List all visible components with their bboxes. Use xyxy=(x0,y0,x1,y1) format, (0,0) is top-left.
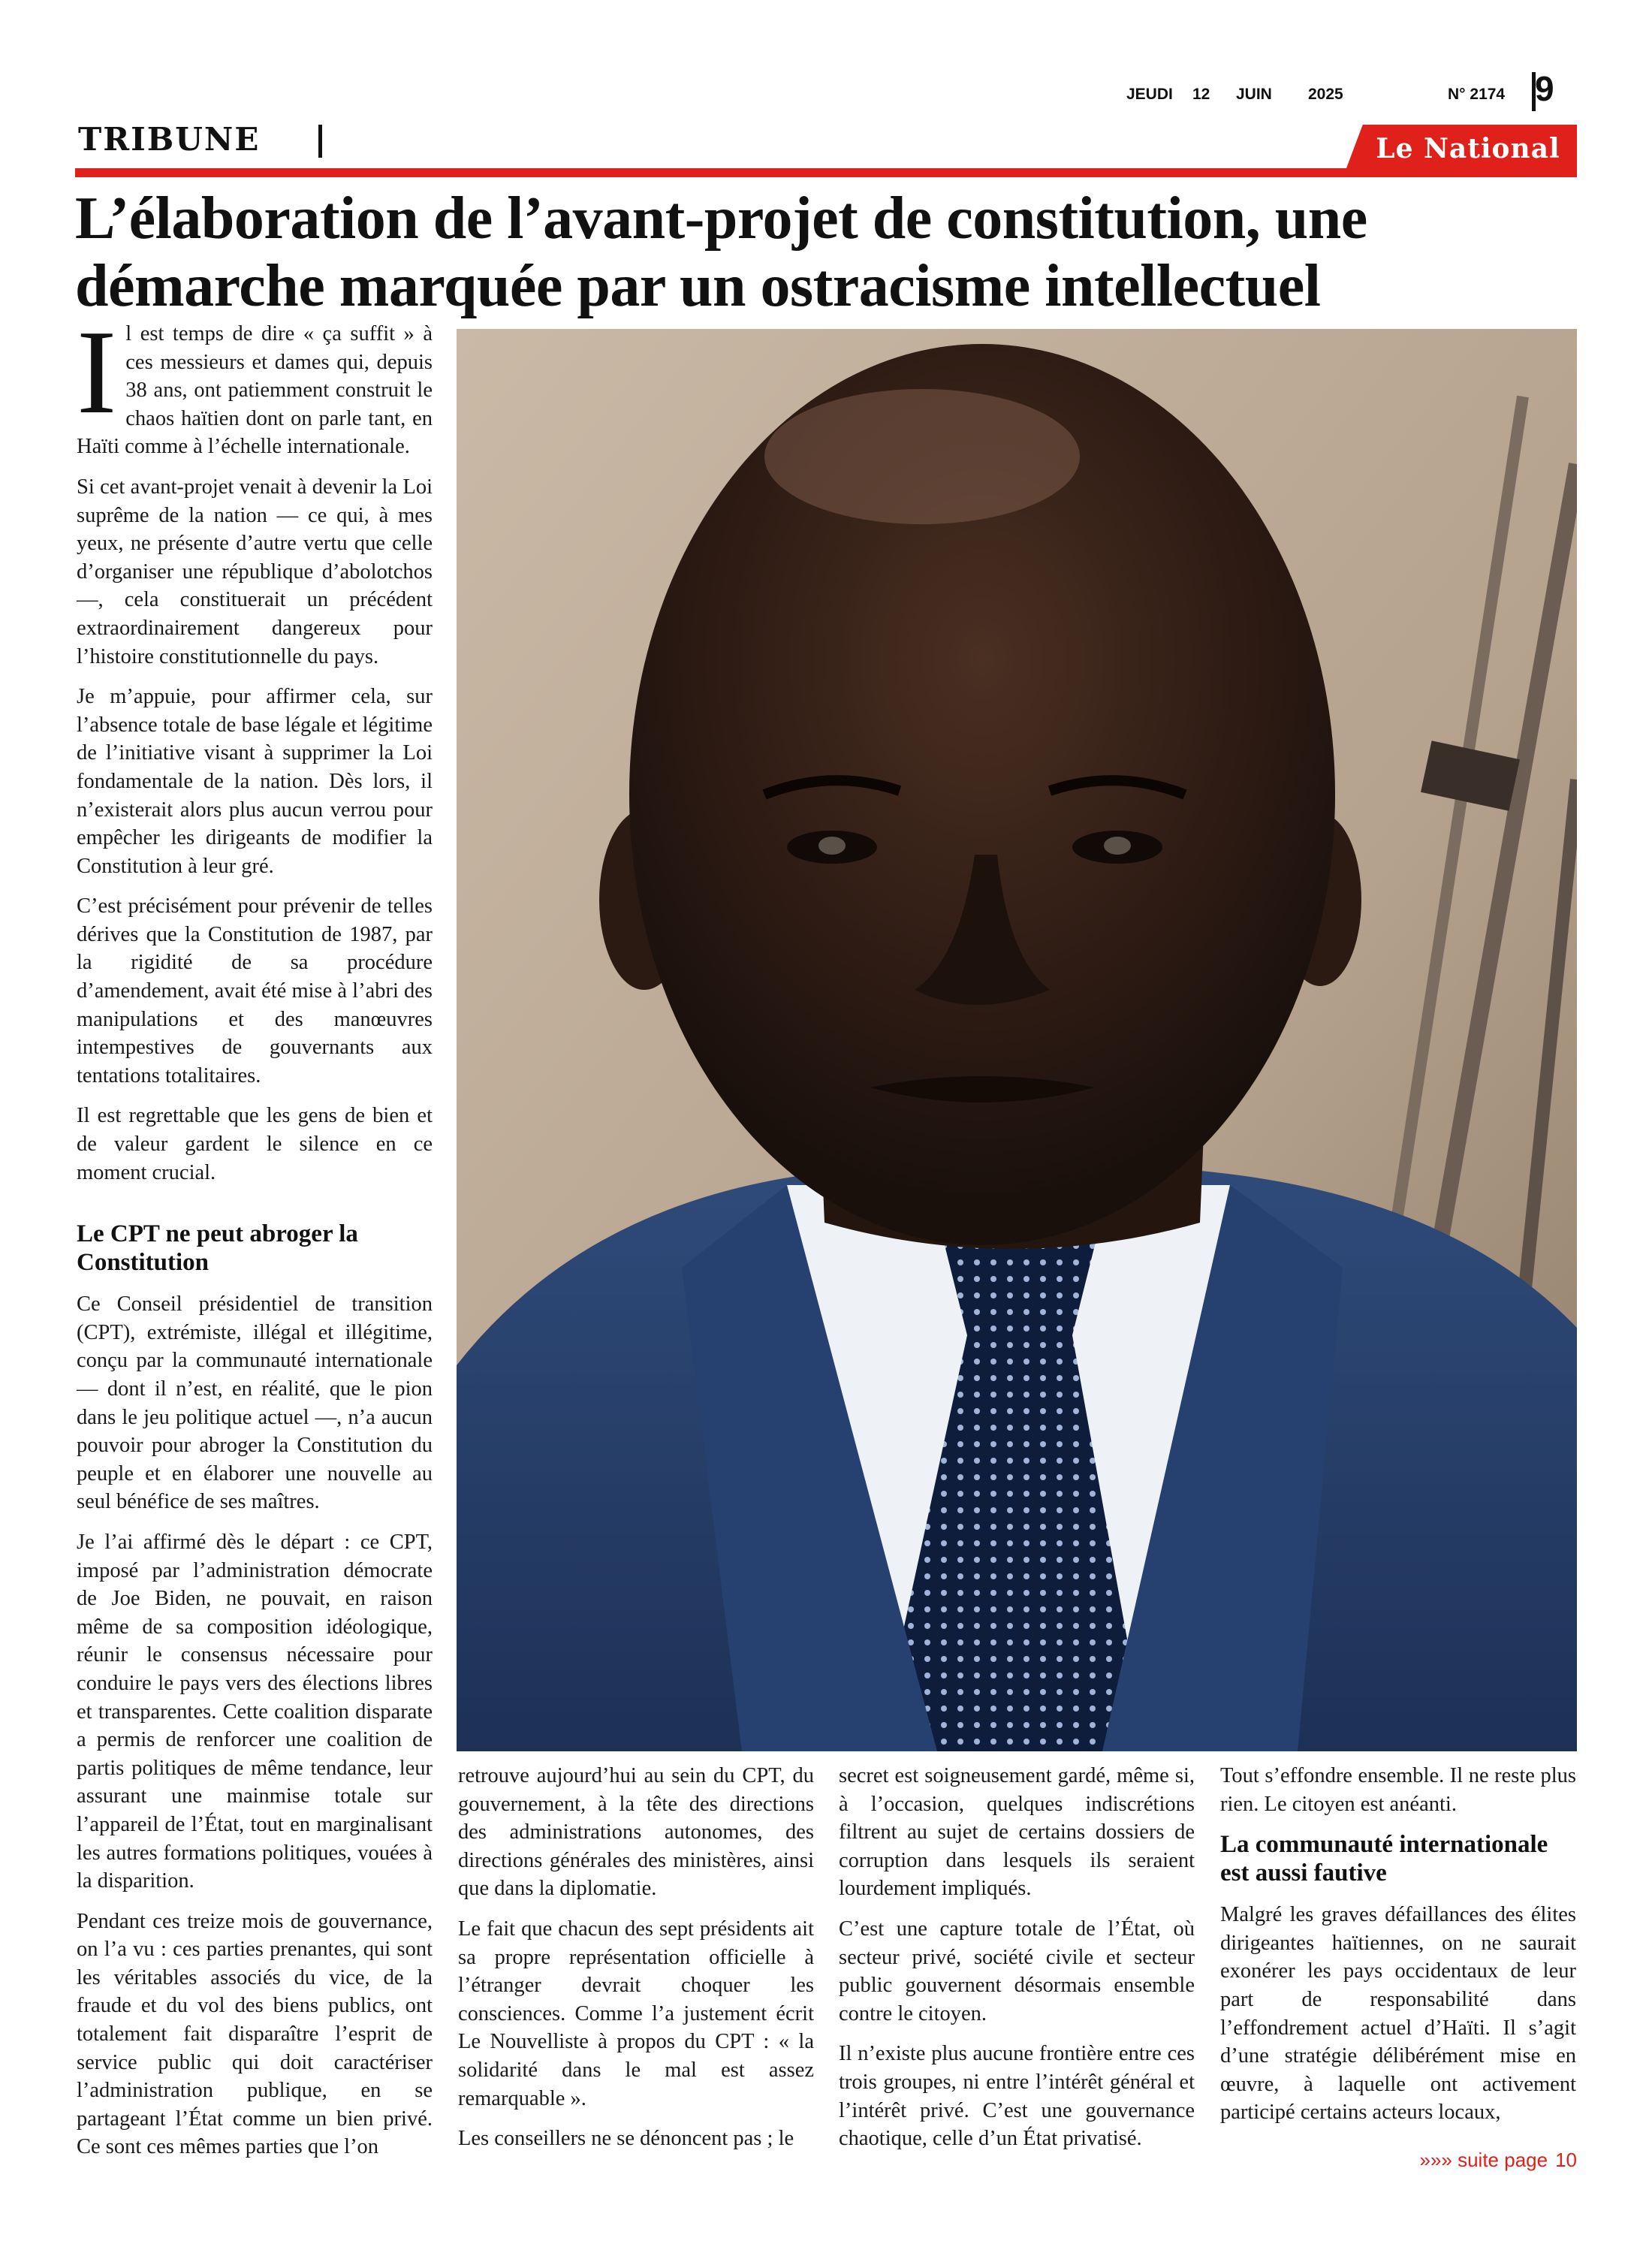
paragraph: Je m’appuie, pour affirmer cela, sur l’absence totale de base légale et légitime de l’initiative visant à supprimer la Loi fondamentale de la nation. Dès lors, il n’existerait alors plus aucun verrou pour empêcher les dirigeants de modifier la Constitution à leur gré. xyxy=(77,685,433,878)
author-portrait-photo xyxy=(457,329,1577,1751)
continued-on-page[interactable] xyxy=(1367,2145,1577,2175)
dateline-month: JUIN xyxy=(1236,86,1272,103)
article-column-3 xyxy=(839,1762,1195,2165)
paragraph: Il n’existe plus aucune frontière entre ces trois groupes, ni entre l’intérêt général et l’intérêt privé. C’est une gouvernance chaotique, celle d’un État privatisé. xyxy=(839,2042,1195,2151)
portrait-illustration xyxy=(457,329,1577,1751)
paragraph: Les conseillers ne se dénoncent pas ; le xyxy=(458,2127,794,2151)
paragraph: retrouve aujourd’hui au sein du CPT, du gouvernement, à la tête des directions des administrations autonomes, des directions générales des ministères, ainsi que dans la diplomatie. xyxy=(458,1764,814,1901)
paragraph: Si cet avant-projet venait à devenir la Loi suprême de la nation — ce qui, à mes yeux, ne présente d’autre vertu que celle d’organiser une république d’abolotchos —, cela constituerait un précédent extraordinairement dangereux pour l’histoire constitutionnelle du pays. xyxy=(77,475,433,668)
paragraph: Ce Conseil présidentiel de transition (CPT), extrémiste, illégal et illégitime, conçu par la communauté internationale — dont il n’est, en réalité, que le pion dans le jeu politique actuel —, n’a aucun pouvoir pour abroger la Constitution du peuple et en élaborer une nouvelle au seul bénéfice de ses maîtres. xyxy=(77,1292,433,1514)
section-divider xyxy=(318,125,322,158)
publication-name: Le National xyxy=(1376,133,1560,164)
paragraph: C’est une capture totale de l’État, où secteur privé, société civile et secteur public gouvernent désormais ensemble contre le citoyen. xyxy=(839,1917,1195,2025)
article-title: L’élaboration de l’avant-projet de constitution, une démarche marquée par un ostracisme intellectuel xyxy=(75,185,1367,319)
continued-label: »»» suite page xyxy=(1419,2149,1548,2171)
paragraph: Je l’ai affirmé dès le départ : ce CPT, imposé par l’administration démocrate de Joe Biden, ne pouvait, en raison même de sa composition idéologique, réunir le consensus nécessaire pour conduire le pays vers des élections libres et transparentes. Cette coalition disparate a permis de renforcer une coalition de partis politiques de même tendance, leur assurant une mainmise totale sur l’appareil de l’État, tout en marginalisant les autres formations politiques, vouées à la disparition. xyxy=(77,1530,433,1893)
dateline-year: 2025 xyxy=(1308,86,1343,103)
paragraph: Il est temps de dire « ça suffit » à ces messieurs et dames qui, depuis 38 ans, ont patiemment construit le chaos haïtien dont on parle tant, en Haïti comme à l’échelle internationale. xyxy=(77,305,433,459)
dateline xyxy=(1126,72,1524,105)
paragraph: Tout s’effondre ensemble. Il ne reste plus rien. Le citoyen est anéanti. xyxy=(1220,1764,1576,1816)
continued-page-number: 10 xyxy=(1555,2149,1577,2171)
paragraph: secret est soigneusement gardé, même si, à l’occasion, quelques indiscrétions filtrent au sujet de certains dossiers de corruption dans lesquels ils seraient lourdement impliqués. xyxy=(839,1764,1195,1901)
header-rule xyxy=(75,168,1577,177)
page-number: 9 xyxy=(1535,69,1554,108)
paragraph: Malgré les graves défaillances des élites dirigeantes haïtiennes, on ne saurait exonérer les pays occidentaux de leur part de responsabilité dans l’effondrement actuel d’Haïti. Il s’agit d’une stratégie délibérément mise en œuvre, à laquelle ont activement participé certains acteurs locaux, xyxy=(1220,1903,1576,2125)
issue-number: N° 2174 xyxy=(1448,86,1506,103)
article-column-1 xyxy=(77,305,433,2173)
paragraph: Pendant ces treize mois de gouvernance, on l’a vu : ces parties prenantes, qui sont les véritables associés du vice, de la fraude et du vol des biens publics, ont totalement fait disparaître l’esprit de service public qui doit caractériser l’administration publique, en se partageant l’État comme un bien privé. Ce sont ces mêmes parties que l’on xyxy=(77,1909,433,2159)
dateline-date: 12 xyxy=(1192,86,1210,103)
subheading: Le CPT ne peut abroger la Constitution xyxy=(77,1220,358,1277)
section-label: TRIBUNE xyxy=(78,121,261,158)
drop-cap: I xyxy=(77,305,117,439)
paragraph: Le fait que chacun des sept présidents ait sa propre représentation officielle à l’étranger devrait choquer les consciences. Comme l’a justement écrit Le Nouvelliste à propos du CPT : « la solidarité dans le mal est assez remarquable ». xyxy=(458,1917,814,2110)
dateline-day: JEUDI xyxy=(1126,86,1173,103)
paragraph: Il est regrettable que les gens de bien et de valeur gardent le silence en ce moment crucial. xyxy=(77,1104,433,1184)
paragraph: C’est précisément pour prévenir de telles dérives que la Constitution de 1987, par la rigidité de sa procédure d’amendement, avait été mise à l’abri des manipulations et des manœuvres intempestives de gouvernants aux tentations totalitaires. xyxy=(77,894,433,1087)
article-column-2 xyxy=(458,1762,814,2165)
article-column-4 xyxy=(1220,1762,1576,2139)
subheading: La communauté internationale est aussi fautive xyxy=(1220,1831,1548,1887)
